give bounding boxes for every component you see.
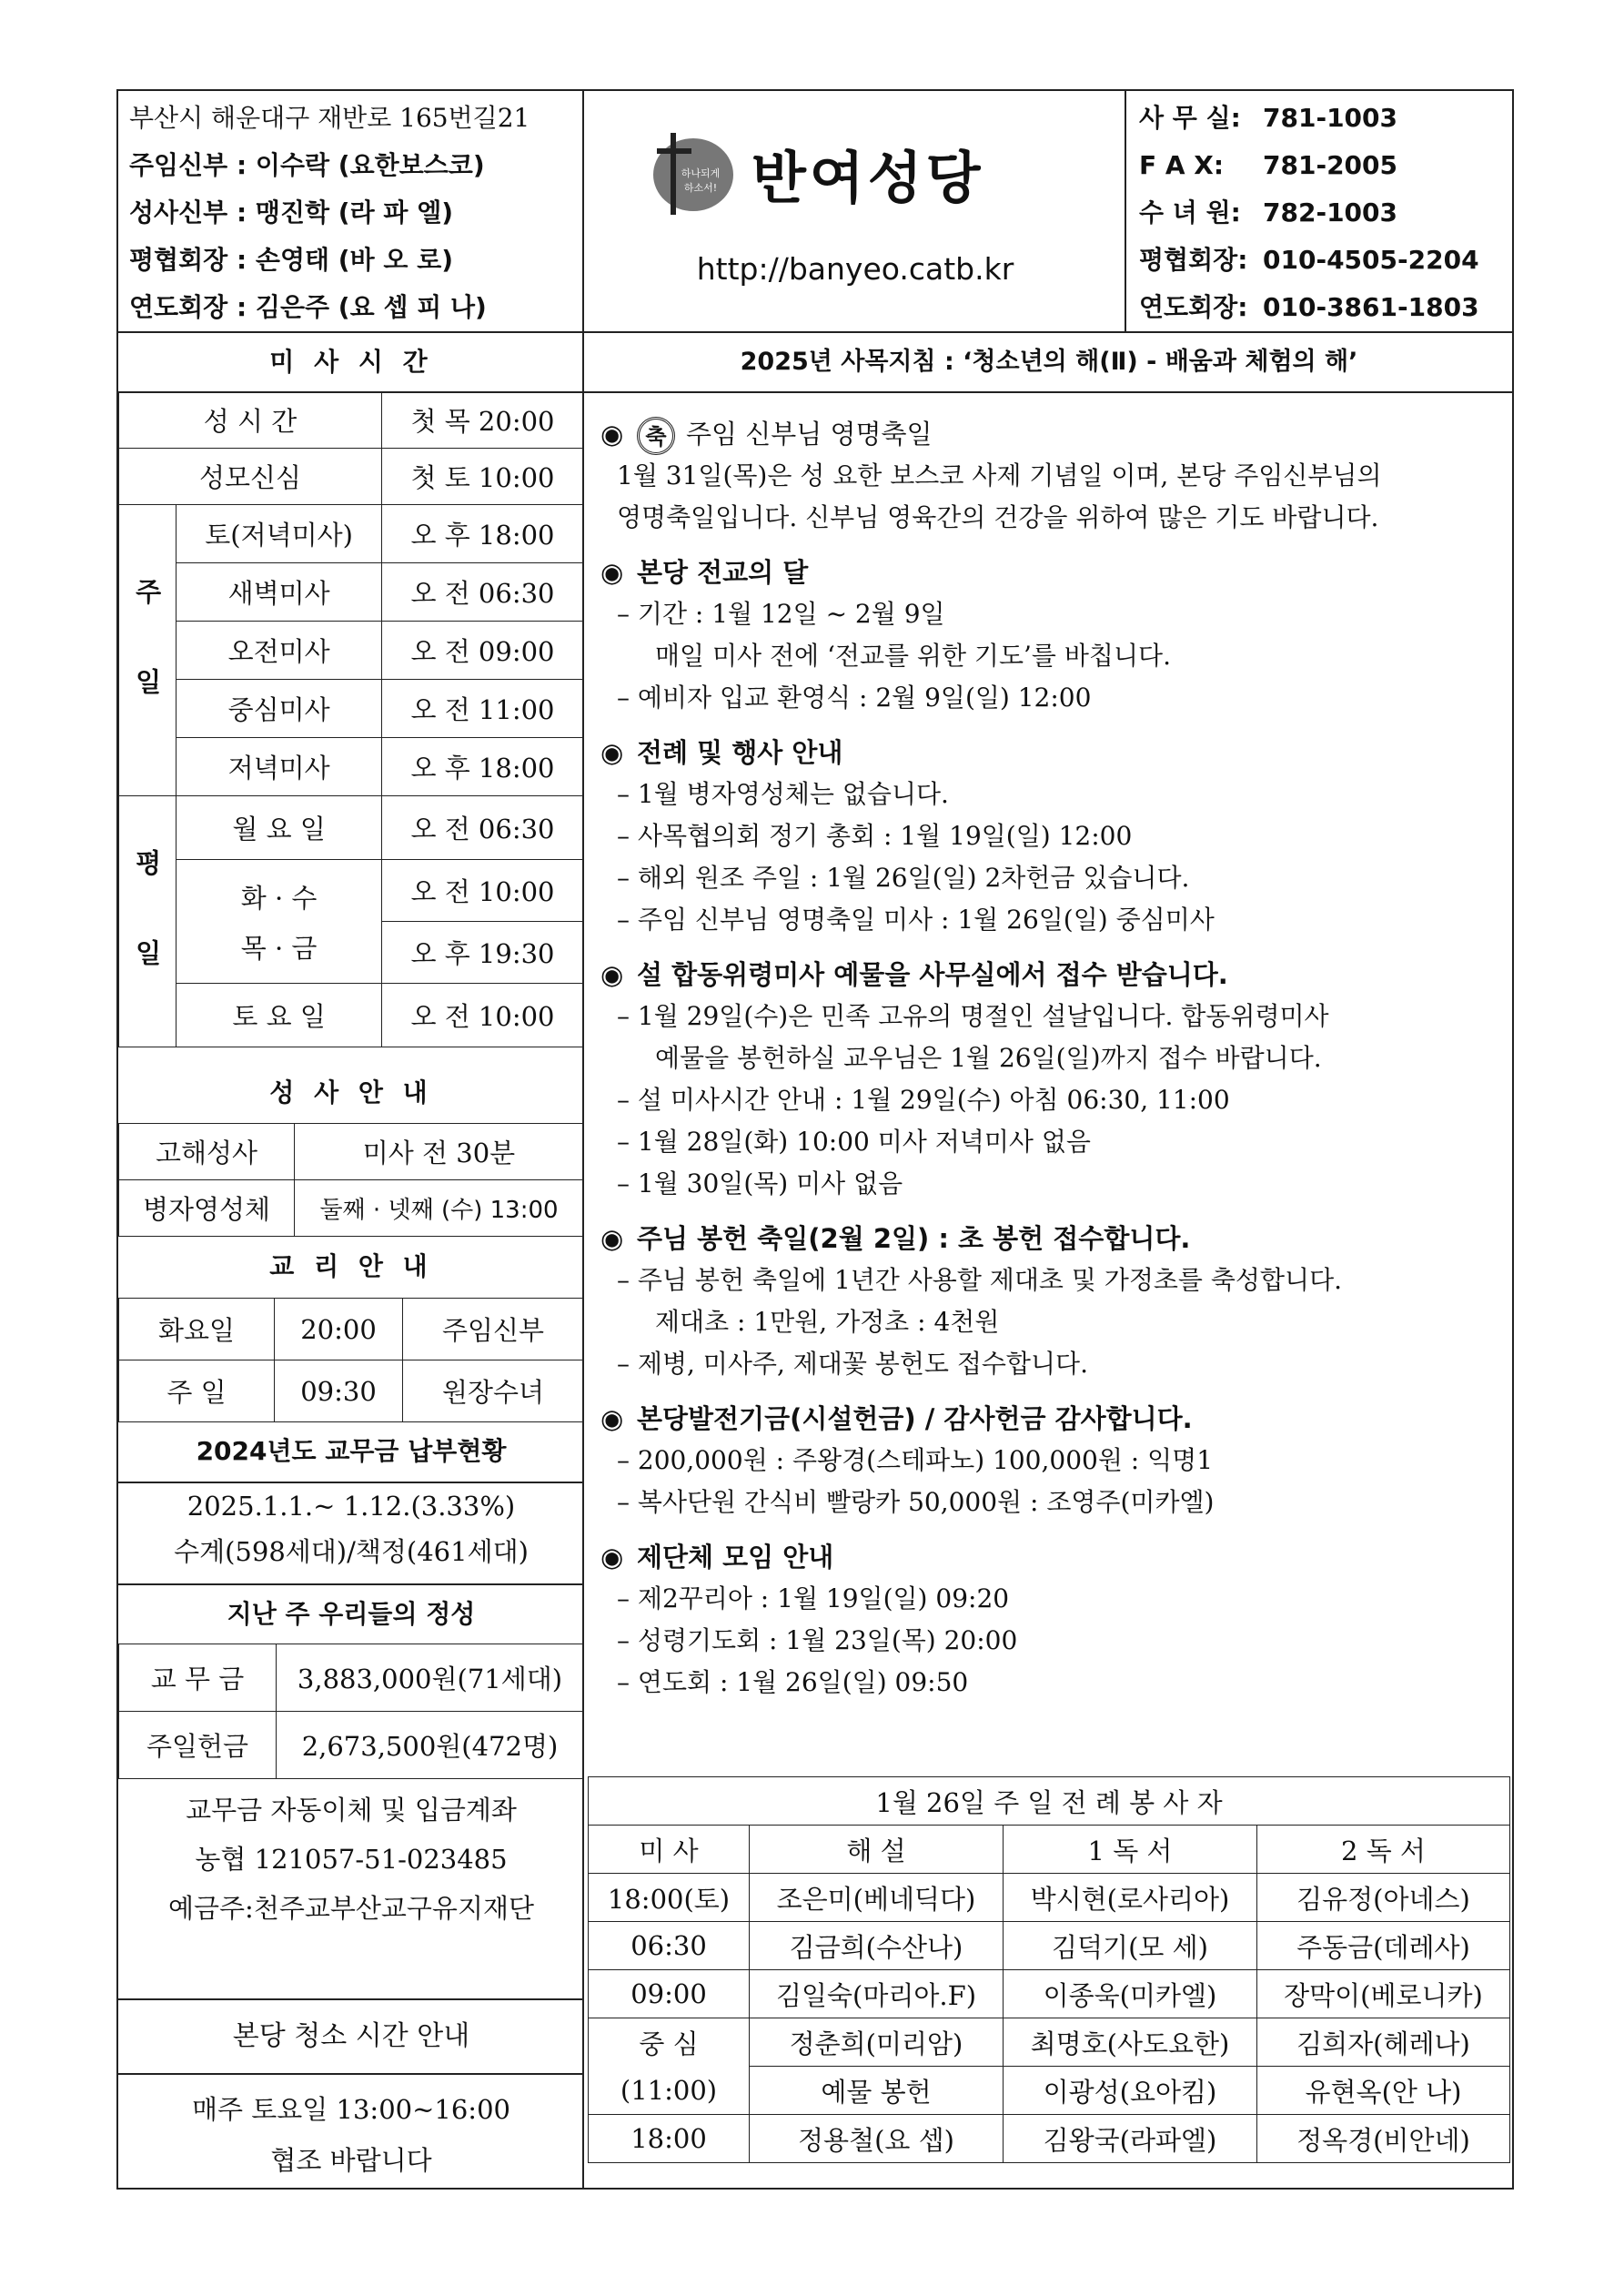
contact-council: 평협회장: 010-4505-2204 — [1139, 245, 1479, 275]
mass-name: 토 요 일 — [177, 984, 382, 1047]
offering-name: 교 무 금 — [119, 1644, 277, 1712]
mass-name: 화 · 수 목 · 금 — [177, 860, 382, 984]
servers-header: 1 독 서 — [1004, 1826, 1257, 1874]
mass-times-title: 미 사 시 간 — [269, 347, 433, 377]
weekday-label: 평 일 — [119, 796, 177, 1047]
celebration-seal-icon: 축 — [637, 417, 675, 455]
sacrament-name: 병자영성체 — [119, 1180, 295, 1237]
sacrament-value: 미사 전 30분 — [295, 1124, 584, 1180]
notice-item: ◉ 본당발전기금(시설헌금) / 감사헌금 감사합니다. – 200,000원 : 주왕경(스테파노) 100,000원 : 익명1 – 복사단원 간식비 빨랑카 50,000원 : 조영주(미카엘) — [600, 1403, 1215, 1517]
catechism-title: 교 리 안 내 — [269, 1251, 433, 1281]
mass-time: 첫 토 10:00 — [382, 449, 584, 505]
mass-name: 중심미사 — [177, 680, 382, 738]
mass-time: 오 전 11:00 — [382, 680, 584, 738]
mass-name: 월 요 일 — [177, 796, 382, 860]
mass-time: 오 전 06:30 — [382, 563, 584, 622]
cleaning-info: 매주 토요일 13:00~16:00 협조 바랍니다 — [192, 2094, 510, 2176]
contact-convent: 수 녀 원: 782-1003 — [1139, 197, 1397, 228]
table-row: 18:00 정용철(요 셉) 김왕국(라파엘) 정옥경(비안네) — [589, 2115, 1510, 2163]
notice-item: ◉ 전례 및 행사 안내 – 1월 병자영성체는 없습니다. – 사목협의회 정기 총회 : 1월 19일(일) 12:00 – 해외 원조 주일 : 1월 26일(일) 2차헌금 있습니다. – 주임 신부님 영명축일 미사 : 1월 26일(일) 중심미사 — [600, 737, 1215, 935]
address: 부산시 해운대구 재반로 165번길21 — [129, 103, 530, 133]
servers-header: 2 독 서 — [1257, 1826, 1510, 1874]
staff-pastor: 주임신부 : 이수락 (요한보스코) — [129, 150, 485, 180]
bank-account: 교무금 자동이체 및 입금계좌 농협 121057-51-023485 예금주:천주교부산교구유지재단 — [168, 1795, 534, 1924]
mass-name: 오전미사 — [177, 622, 382, 680]
staff-yeondo: 연도회장 : 김은주 (요 셉 피 나) — [129, 292, 487, 322]
header-title — [584, 91, 1126, 333]
servers-header: 미 사 — [589, 1826, 750, 1874]
table-row: 06:30 김금희(수산나) 김덕기(모 세) 주동금(데레사) — [589, 1922, 1510, 1970]
svg-text:하소서!: 하소서! — [683, 182, 718, 194]
mass-time: 오 후 18:00 — [382, 505, 584, 563]
mass-name: 저녁미사 — [177, 738, 382, 796]
mass-name: 성 시 간 — [119, 392, 382, 449]
svg-text:하나되게: 하나되게 — [681, 167, 721, 179]
notice-item: ◉ 설 합동위령미사 예물을 사무실에서 접수 받습니다. – 1월 29일(수)은 민족 고유의 명절인 설날입니다. 합동위령미사 예물을 봉헌하실 교우님은 1월 26일(일)까지 접수 바랍니다. – 설 미사시간 안내 : 1월 29일(수) 아침 06:30, 11:00 – 1월 28일(화) 10:00 미사 저녁미사 없음 – 1월 30일(목) 미사 없음 — [600, 959, 1329, 1199]
catechism-day: 화요일 — [119, 1299, 275, 1360]
servers-header: 해 설 — [750, 1826, 1004, 1874]
mass-name: 성모신심 — [119, 449, 382, 505]
mass-time: 오 전 10:00 — [382, 860, 584, 922]
notices — [600, 413, 1510, 1716]
catechism-who: 주임신부 — [403, 1299, 584, 1360]
offering-name: 주일헌금 — [119, 1712, 277, 1779]
mass-time: 오 후 18:00 — [382, 738, 584, 796]
sacrament-name: 고해성사 — [119, 1124, 295, 1180]
sacrament-value: 둘째 · 넷째 (수) 13:00 — [295, 1180, 584, 1237]
catechism-time: 09:30 — [275, 1360, 403, 1422]
notice-item: ◉ 축 주임 신부님 영명축일 1월 31일(목)은 성 요한 보스코 사제 기념일 이며, 본당 주임신부님의 영명축일입니다. 신부님 영육간의 건강을 위하여 많은 기도 바랍니다. — [600, 419, 1382, 532]
mass-time: 오 전 09:00 — [382, 622, 584, 680]
notice-item: ◉ 본당 전교의 달 – 기간 : 1월 12일 ~ 2월 9일 매일 미사 전에 ‘전교를 위한 기도’를 바칩니다. – 예비자 입교 환영식 : 2월 9일(일) 12:00 — [600, 557, 1171, 713]
mass-time: 첫 목 20:00 — [382, 392, 584, 449]
contact-fax: F A X: 781-2005 — [1139, 150, 1397, 180]
church-name: 반여성당 — [751, 145, 984, 211]
mass-name: 새벽미사 — [177, 563, 382, 622]
sacraments-table — [118, 1123, 584, 1237]
sacraments-title: 성 사 안 내 — [269, 1077, 433, 1108]
contact-yeondo: 연도회장: 010-3861-1803 — [1139, 292, 1479, 322]
notice-item: ◉ 제단체 모임 안내 – 제2꾸리아 : 1월 19일(일) 09:20 – 성령기도회 : 1월 23일(목) 20:00 – 연도회 : 1월 26일(일) 09:50 — [600, 1542, 1018, 1697]
mass-times-table — [118, 391, 584, 1047]
table-row: 18:00(토) 조은미(베네딕다) 박시현(로사리아) 김유정(아네스) — [589, 1874, 1510, 1922]
servers-title: 1월 26일 주 일 전 례 봉 사 자 — [589, 1777, 1510, 1826]
offering-title: 지난 주 우리들의 정성 — [227, 1599, 476, 1629]
catechism-who: 원장수녀 — [403, 1360, 584, 1422]
dues-title: 2024년도 교무금 납부현황 — [196, 1436, 507, 1466]
table-row: 09:00 김일숙(마리아.F) 이종욱(미카엘) 장막이(베로니카) — [589, 1970, 1510, 2018]
mass-time: 오 전 06:30 — [382, 796, 584, 860]
offering-value: 3,883,000원(71세대) — [277, 1644, 584, 1712]
offering-value: 2,673,500원(472명) — [277, 1712, 584, 1779]
header-staff — [118, 91, 584, 333]
sunday-label: 주 일 — [119, 505, 177, 796]
staff-council: 평협회장 : 손영태 (바 오 로) — [129, 245, 454, 275]
mass-name: 토(저녁미사) — [177, 505, 382, 563]
catechism-table — [118, 1298, 584, 1422]
pastoral-theme: 2025년 사목지침 : ‘청소년의 해(Ⅱ) - 배움과 체험의 해’ — [584, 333, 1514, 393]
liturgy-servers-table — [588, 1776, 1510, 2163]
offering-table — [118, 1644, 584, 1779]
church-url[interactable]: http://banyeo.catb.kr — [696, 251, 1014, 287]
table-row: (11:00) 예물 봉헌 이광성(요아킴) 유현옥(안 나) — [589, 2067, 1510, 2115]
dues-status: 2025.1.1.~ 1.12.(3.33%) 수계(598세대)/책정(461세대) — [174, 1491, 529, 1567]
cleaning-title: 본당 청소 시간 안내 — [232, 2020, 470, 2052]
staff-assistant: 성사신부 : 맹진학 (라 파 엘) — [129, 197, 454, 228]
table-row: 중 심 정춘희(미리암) 최명호(사도요한) 김희자(헤레나) — [589, 2018, 1510, 2067]
header-contacts — [1126, 91, 1514, 333]
contact-office: 사 무 실: 781-1003 — [1139, 103, 1397, 133]
church-logo-icon — [646, 124, 741, 218]
catechism-time: 20:00 — [275, 1299, 403, 1360]
catechism-day: 주 일 — [119, 1360, 275, 1422]
notice-item: ◉ 주님 봉헌 축일(2월 2일) : 초 봉헌 접수합니다. – 주님 봉헌 축일에 1년간 사용할 제대초 및 가정초를 축성합니다. 제대초 : 1만원, 가정초 : 4천원 – 제병, 미사주, 제대꽃 봉헌도 접수합니다. — [600, 1223, 1343, 1379]
mass-time: 오 후 19:30 — [382, 922, 584, 984]
mass-time: 오 전 10:00 — [382, 984, 584, 1047]
